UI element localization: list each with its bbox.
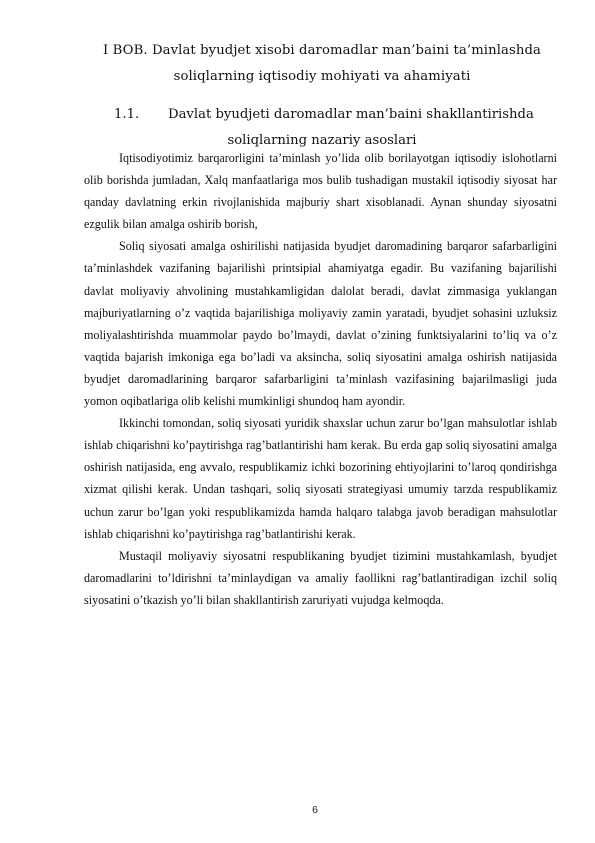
section-title-line-1: Davlat byudjeti daromadlar man’baini shakllantirishda xyxy=(168,107,534,122)
paragraph: Iqtisodiyotimiz barqarorligini ta’minlash yo’lida olib borilayotgan iqtisodiy islohotlarni olib borishda jumladan, Xalq manfaatlariga mos bulib tushadigan mustakil iqtisodiy siyosat har qanday davlatning erkin rivojlanishida majburiy shart xisoblanadi. Aynan shunday siyosatni ezgulik bilan amalga oshirib borish, xyxy=(84,151,557,232)
paragraph: Soliq siyosati amalga oshirilishi natijasida byudjet daromadining barqaror safarbarligini ta’minlashdek vazifaning bajarilishi printsipial ahamiyatga egadir. Bu vazifaning bajarilishi davlat moliyaviy ahvolining mustahkamligidan dalolat beradi, davlat zimmasiga yuklangan majburiyatlarning o’z vaqtida bajarilishiga moliyaviy zamin yaratadi, byudjet sohasini uzluksiz moliyalashtirishda muammolar paydo bo’lmaydi, davlat o’zining funktsiyalarini to’liq va o’z vaqtida bajarish imkoniga ega bo’ladi va aksincha, soliq siyosatini amalga oshirish natijasida byudjet daromadlarining barqaror safarbarligini ta’minlash vazifasining bajarilmasligi juda yomon oqibatlariga olib kelishi mumkinligi shundoq ham ayondir. xyxy=(84,239,557,409)
paragraph: Mustaqil moliyaviy siyosatni respublikaning byudjet tizimini mustahkamlash, byudjet daromadlarini to’ldirishni ta’minlaydigan va amaliy faollikni rag’batlantiradigan izchil soliq siyosatini o’tkazish yo’li bilan shakllantirish zaruriyati vujudga kelmoqda. xyxy=(84,548,557,607)
chapter-heading xyxy=(84,38,560,90)
page-number: 6 xyxy=(312,804,318,816)
chapter-title-line-2: soliqlarning iqtisodiy mohiyati va ahamiyati xyxy=(173,69,471,84)
body-text xyxy=(84,147,557,611)
paragraph: Ikkinchi tomondan, soliq siyosati yuridik shaxslar uchun zarur bo’lgan mahsulotlar ishlab ishlab chiqarishni ko’paytirishga rag’batlantirishi ham kerak. Bu erda gap soliq siyosatini amalga oshirish natijasida, eng avvalo, respublikamiz ichki bozorining ehtiyojlarini to’laroq qondirishga xizmat qilishi kerak. Undan tashqari, soliq siyosati strategiyasi umumiy tarzda respublikamiz uchun zarur bo’lgan yoki respublikamizda hamda halqaro talabga javob beradigan mahsulotlar ishlab chiqarishni ko’paytirishga rag’batlantirishi kerak. xyxy=(84,416,557,541)
section-number: 1.1. xyxy=(114,107,140,122)
chapter-title-line-1: I BOB. Davlat byudjet xisobi daromadlar man’baini ta’minlashda xyxy=(103,43,541,58)
section-title-line-2: soliqlarning nazariy asoslari xyxy=(227,133,417,148)
